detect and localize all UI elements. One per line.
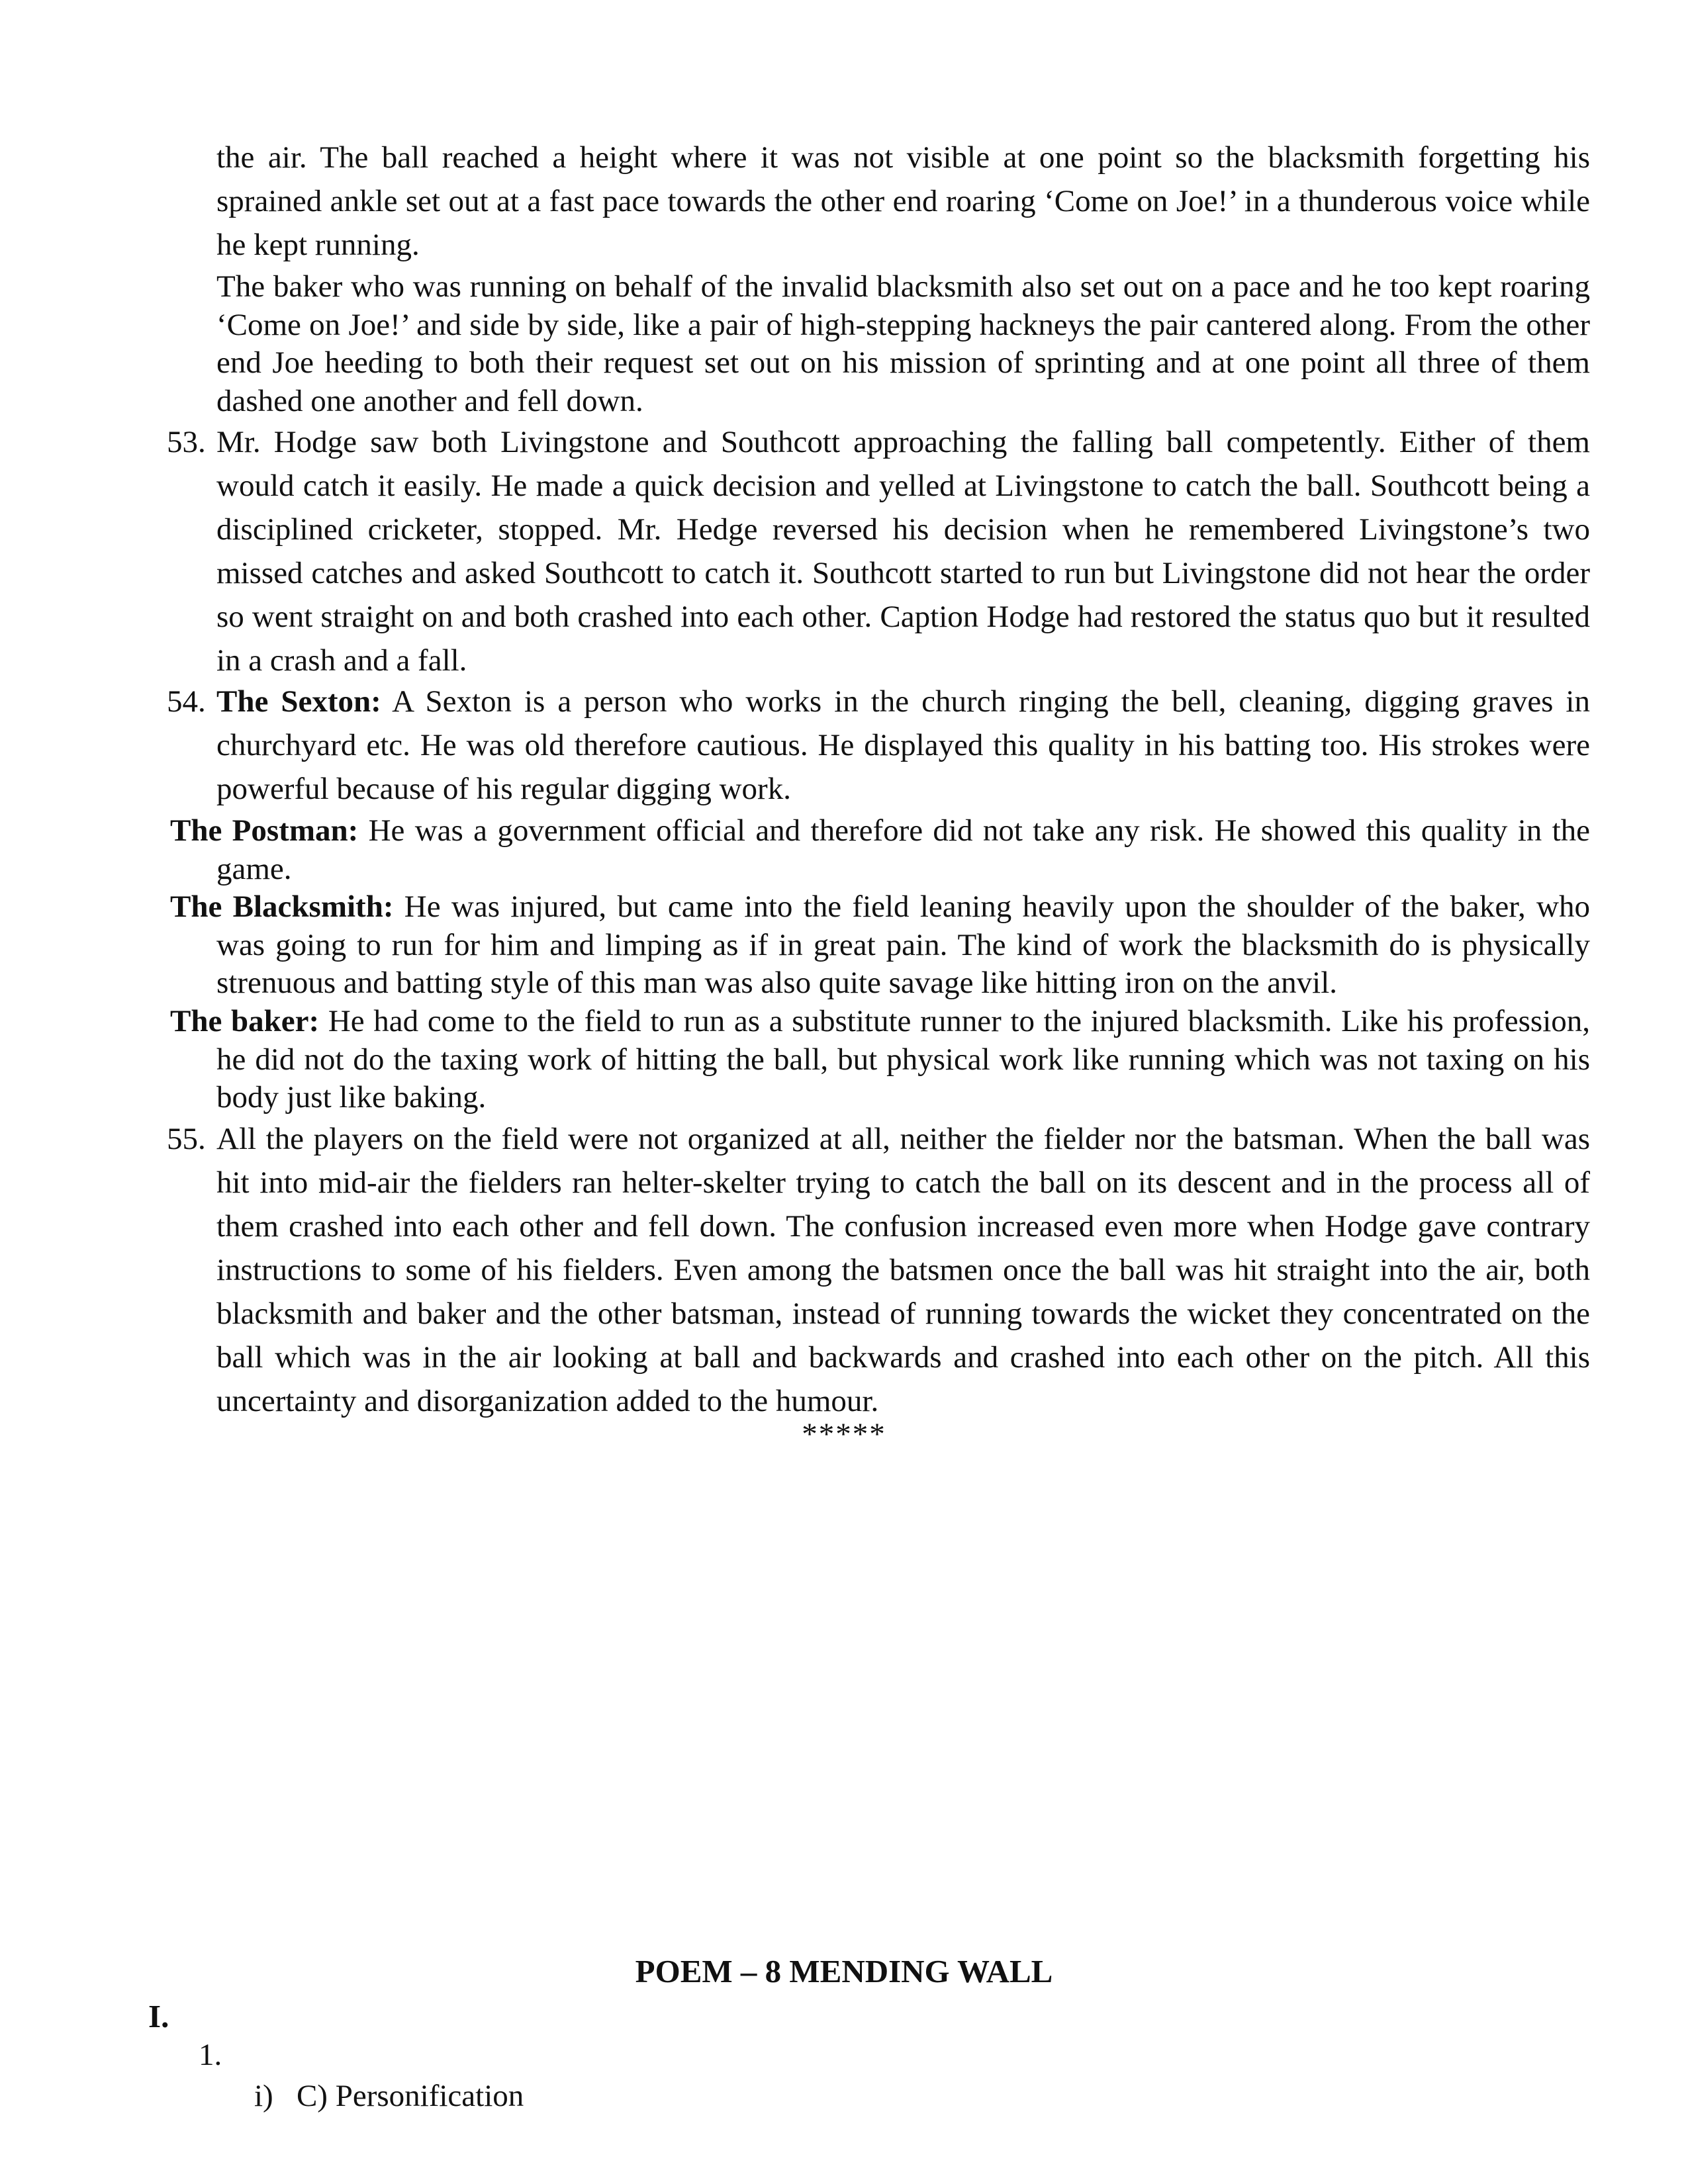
answer-54-baker [170, 1003, 1590, 1117]
answer-54-postman [170, 812, 1590, 888]
section-separator: ***** [802, 1417, 886, 1451]
answer-item: i) C) Personification [254, 2079, 524, 2113]
postman-text: He was a government official and therefore did not take any risk. He showed this quality in the game. [216, 813, 1591, 886]
question-number: 1. [199, 2038, 222, 2072]
answer-55: All the players on the field were not organized at all, neither the fielder nor the batsman. When the ball was hit into mid-air the fielders ran helter-skelter trying to catch the ball on its descent and in the process all of them crashed into each other and fell down. The confusion increased even more when Hodge gave contrary instructions to some of his fielders. Even among the batsmen once the ball was hit straight into the air, both blacksmith and baker and the other batsman, instead of running towards the wicket they concentrated on the ball which was in the air looking at ball and backwards and crashed into each other on the pitch. All this uncertainty and disorganization added to the humour. [216, 1122, 1590, 1418]
question-55-number: 55. [167, 1122, 206, 1156]
blacksmith-text: He was injured, but came into the field leaning heavily upon the shoulder of the baker, who was going to run for him and limping as if in great pain. The kind of work the blacksmith do is physically strenuous and batting style of this man was also quite savage like hitting iron on the anvil. [216, 889, 1590, 1000]
postman-label: The Postman: [170, 813, 359, 848]
poem-heading: POEM – 8 MENDING WALL [635, 1953, 1053, 1989]
question-54-number: 54. [167, 684, 206, 719]
answer-53: Mr. Hodge saw both Livingstone and Southcott approaching the falling ball competently. Either of them would catch it easily. He made a quick decision and yelled at Livingstone to catch the ball. Southcott being a disciplined cricketer, stopped. Mr. Hedge reversed his decision when he remembered Livingstone’s two missed catches and asked Southcott to catch it. Southcott started to run but Livingstone did not hear the order so went straight on and both crashed into each other. Caption Hodge had restored the status quo but it resulted in a crash and a fall. [216, 425, 1590, 678]
baker-label: The baker: [170, 1004, 320, 1038]
baker-text: He had come to the field to run as a substitute runner to the injured blacksmith. Like his profession, he did not do the taxing work of hitting the ball, but physical work like running which was not taxing on his body just like baking. [216, 1004, 1590, 1115]
answer-54-blacksmith [170, 888, 1590, 1003]
blacksmith-label: The Blacksmith: [170, 889, 394, 924]
section-label: I. [148, 1998, 169, 2034]
sexton-text: A Sexton is a person who works in the church ringing the bell, cleaning, digging graves in churchyard etc. He was old therefore cautious. He displayed this quality in his batting too. His strokes were powerful because of his regular digging work. [216, 684, 1590, 806]
paragraph-continuation: the air. The ball reached a height where it was not visible at one point so the blacksmith forgetting his sprained ankle set out at a fast pace towards the other end roaring ‘Come on Joe!’ in a thunderous voice while he kept running. [216, 140, 1590, 262]
answer-54-sexton [216, 680, 1590, 811]
paragraph-baker-running: The baker who was running on behalf of the invalid blacksmith also set out on a pace and he too kept roaring ‘Come on Joe!’ and side by side, like a pair of high-stepping hackneys the pair cantered along. From the other end Joe heeding to both their request set out on his mission of sprinting and at one point all three of them dashed one another and fell down. [216, 269, 1590, 418]
sexton-label: The Sexton: [216, 684, 381, 719]
question-53-number: 53. [167, 425, 206, 459]
